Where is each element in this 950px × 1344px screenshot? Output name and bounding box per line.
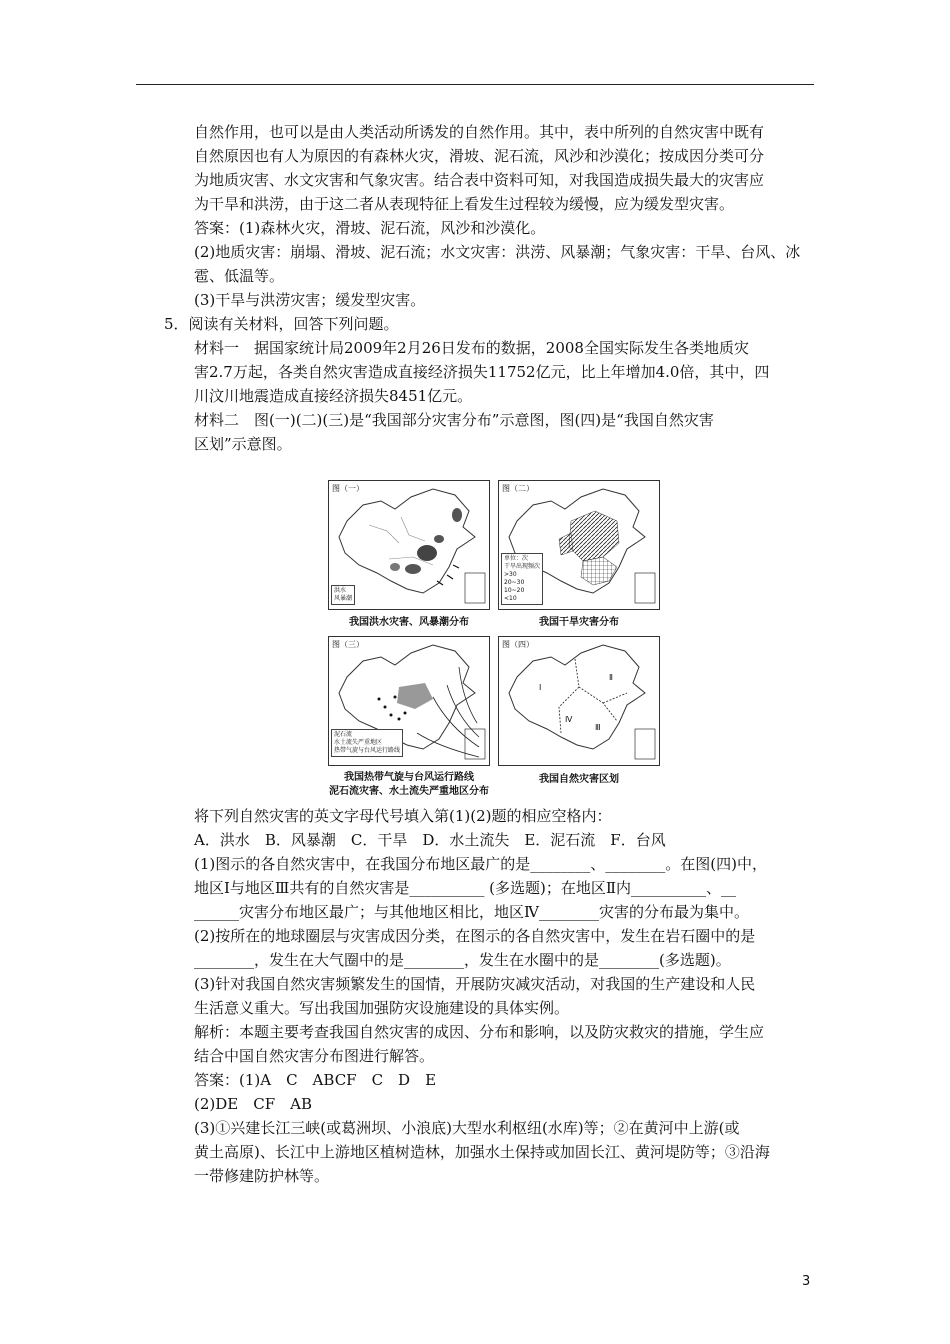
page-number: 3	[802, 1274, 811, 1289]
drought-legend	[501, 553, 543, 605]
text-line: 为地质灾害、水文灾害和气象灾害。结合表中资料可知，对我国造成损失最大的灾害应	[194, 171, 765, 189]
china-map-regions	[499, 637, 659, 765]
material-1-line: 川汶川地震造成直接经济损失8451亿元。	[194, 387, 473, 405]
material-2-line: 材料二 图(一)(二)(三)是“我国部分灾害分布”示意图，图(四)是“我国自然灾害	[194, 411, 714, 429]
region-label: Ⅰ	[539, 683, 542, 692]
header-rule	[136, 84, 814, 85]
instruction-line: 将下列自然灾害的英文字母代号填入第(1)(2)题的相应空格内：	[194, 807, 612, 825]
typhoon-legend	[331, 729, 403, 757]
text-line: 为干旱和洪涝，由于这二者从表现特征上看发生过程较为缓慢，应为缓发型灾害。	[194, 195, 735, 213]
answer-line: 一带修建防护林等。	[194, 1167, 330, 1185]
q1-line: ______灾害分布地区最广；与其他地区相比，地区Ⅳ________灾害的分布最为集中。	[194, 903, 749, 921]
legend-item: 10~20	[504, 587, 525, 594]
map-panel-drought	[498, 480, 660, 610]
analysis-line: 解析：本题主要考查我国自然灾害的成因、分布和影响，以及防灾救灾的措施，学生应	[194, 1023, 765, 1041]
text-line: 自然作用，也可以是由人类活动所诱发的自然作用。其中，表中所列的自然灾害中既有	[194, 123, 765, 141]
legend-item: 水土流失严重地区	[334, 739, 383, 746]
answer-line: (3)干旱与洪涝灾害；缓发型灾害。	[194, 291, 426, 309]
q2-line: ________，发生在大气圈中的是________，发生在水圈中的是________(多选题)。	[194, 951, 731, 969]
panel-tag: 图（四）	[502, 640, 534, 649]
legend-item: 泥石流	[334, 731, 353, 738]
legend-item: 热带气旋与台风运行路线	[334, 747, 401, 754]
legend-item: <10	[504, 595, 517, 602]
q1-line: (1)图示的各自然灾害中，在我国分布地区最广的是________、________。在图(四)中，	[194, 855, 767, 873]
disaster-maps-figure	[326, 478, 659, 796]
question-5-block	[136, 804, 816, 1188]
legend-item: >30	[504, 571, 517, 578]
panel-tag: 图（二）	[502, 484, 534, 493]
region-label: Ⅲ	[595, 723, 601, 732]
region-label: Ⅳ	[565, 715, 573, 724]
q3-line: 生活意义重大。写出我国加强防灾设施建设的具体实例。	[194, 999, 570, 1017]
text-line: 自然原因也有人为原因的有森林火灾，滑坡、泥石流，风沙和沙漠化；按成因分类可分	[194, 147, 765, 165]
material-1-line: 害2.7万起，各类自然灾害造成直接经济损失11752亿元，比上年增加4.0倍，其中，四	[194, 363, 770, 381]
map-panel-typhoon	[328, 636, 490, 766]
legend-item: 洪水	[334, 587, 347, 594]
panel-tag: 图（一）	[332, 484, 364, 493]
material-1-line: 材料一 据国家统计局2009年2月26日发布的数据，2008全国实际发生各类地质灾	[194, 339, 749, 357]
material-2-line: 区划”示意图。	[194, 435, 292, 453]
caption-typhoon-2: 泥石流灾害、水土流失严重地区分布	[329, 786, 489, 797]
question-5-title: 5．阅读有关材料，回答下列问题。	[164, 315, 399, 333]
map-panel-flood	[328, 480, 490, 610]
region-label: Ⅱ	[609, 673, 613, 682]
q2-line: (2)按所在的地球圈层与灾害成因分类，在图示的各自然灾害中，发生在岩石圈中的是	[194, 927, 756, 945]
caption-flood: 我国洪水灾害、风暴潮分布	[349, 617, 469, 628]
map-panel-regions	[498, 636, 660, 766]
legend-item: 干旱出现频次	[504, 563, 541, 570]
analysis-line: 结合中国自然灾害分布图进行解答。	[194, 1047, 435, 1065]
answer-line: (2)地质灾害：崩塌、滑坡、泥石流；水文灾害：洪涝、风暴潮；气象灾害：干旱、台风、冰	[194, 243, 801, 261]
answer-line: (2)DE CF AB	[194, 1095, 312, 1113]
legend-item: 20~30	[504, 579, 525, 586]
answer-block-4	[136, 120, 816, 456]
q3-line: (3)针对我国自然灾害频繁发生的国情，开展防灾减灾活动，对我国的生产建设和人民	[194, 975, 756, 993]
answer-line: 答案：(1)A C ABCF C D E	[194, 1071, 437, 1089]
legend-item: 单位：次	[504, 555, 529, 562]
flood-legend	[331, 585, 355, 605]
q1-line: 地区Ⅰ与地区Ⅲ共有的自然灾害是__________ (多选题)；在地区Ⅱ内__________、__	[194, 879, 737, 897]
caption-regions: 我国自然灾害区划	[539, 774, 619, 785]
legend-item: 风暴潮	[334, 595, 353, 602]
answer-line: (3)①兴建长江三峡(或葛洲坝、小浪底)大型水利枢纽(水库)等；②在黄河中上游(或	[194, 1119, 740, 1137]
caption-typhoon-1: 我国热带气旋与台风运行路线	[344, 772, 474, 783]
options-line: A．洪水 B．风暴潮 C．干旱 D．水土流失 E．泥石流 F．台风	[194, 831, 666, 849]
panel-tag: 图（三）	[332, 640, 364, 649]
answer-line: 雹、低温等。	[194, 267, 285, 285]
answer-line: 黄土高原)、长江中上游地区植树造林，加强水土保持或加固长江、黄河堤防等；③沿海	[194, 1143, 770, 1161]
answer-line: 答案：(1)森林火灾，滑坡、泥石流，风沙和沙漠化。	[194, 219, 546, 237]
caption-drought: 我国干旱灾害分布	[539, 617, 619, 628]
